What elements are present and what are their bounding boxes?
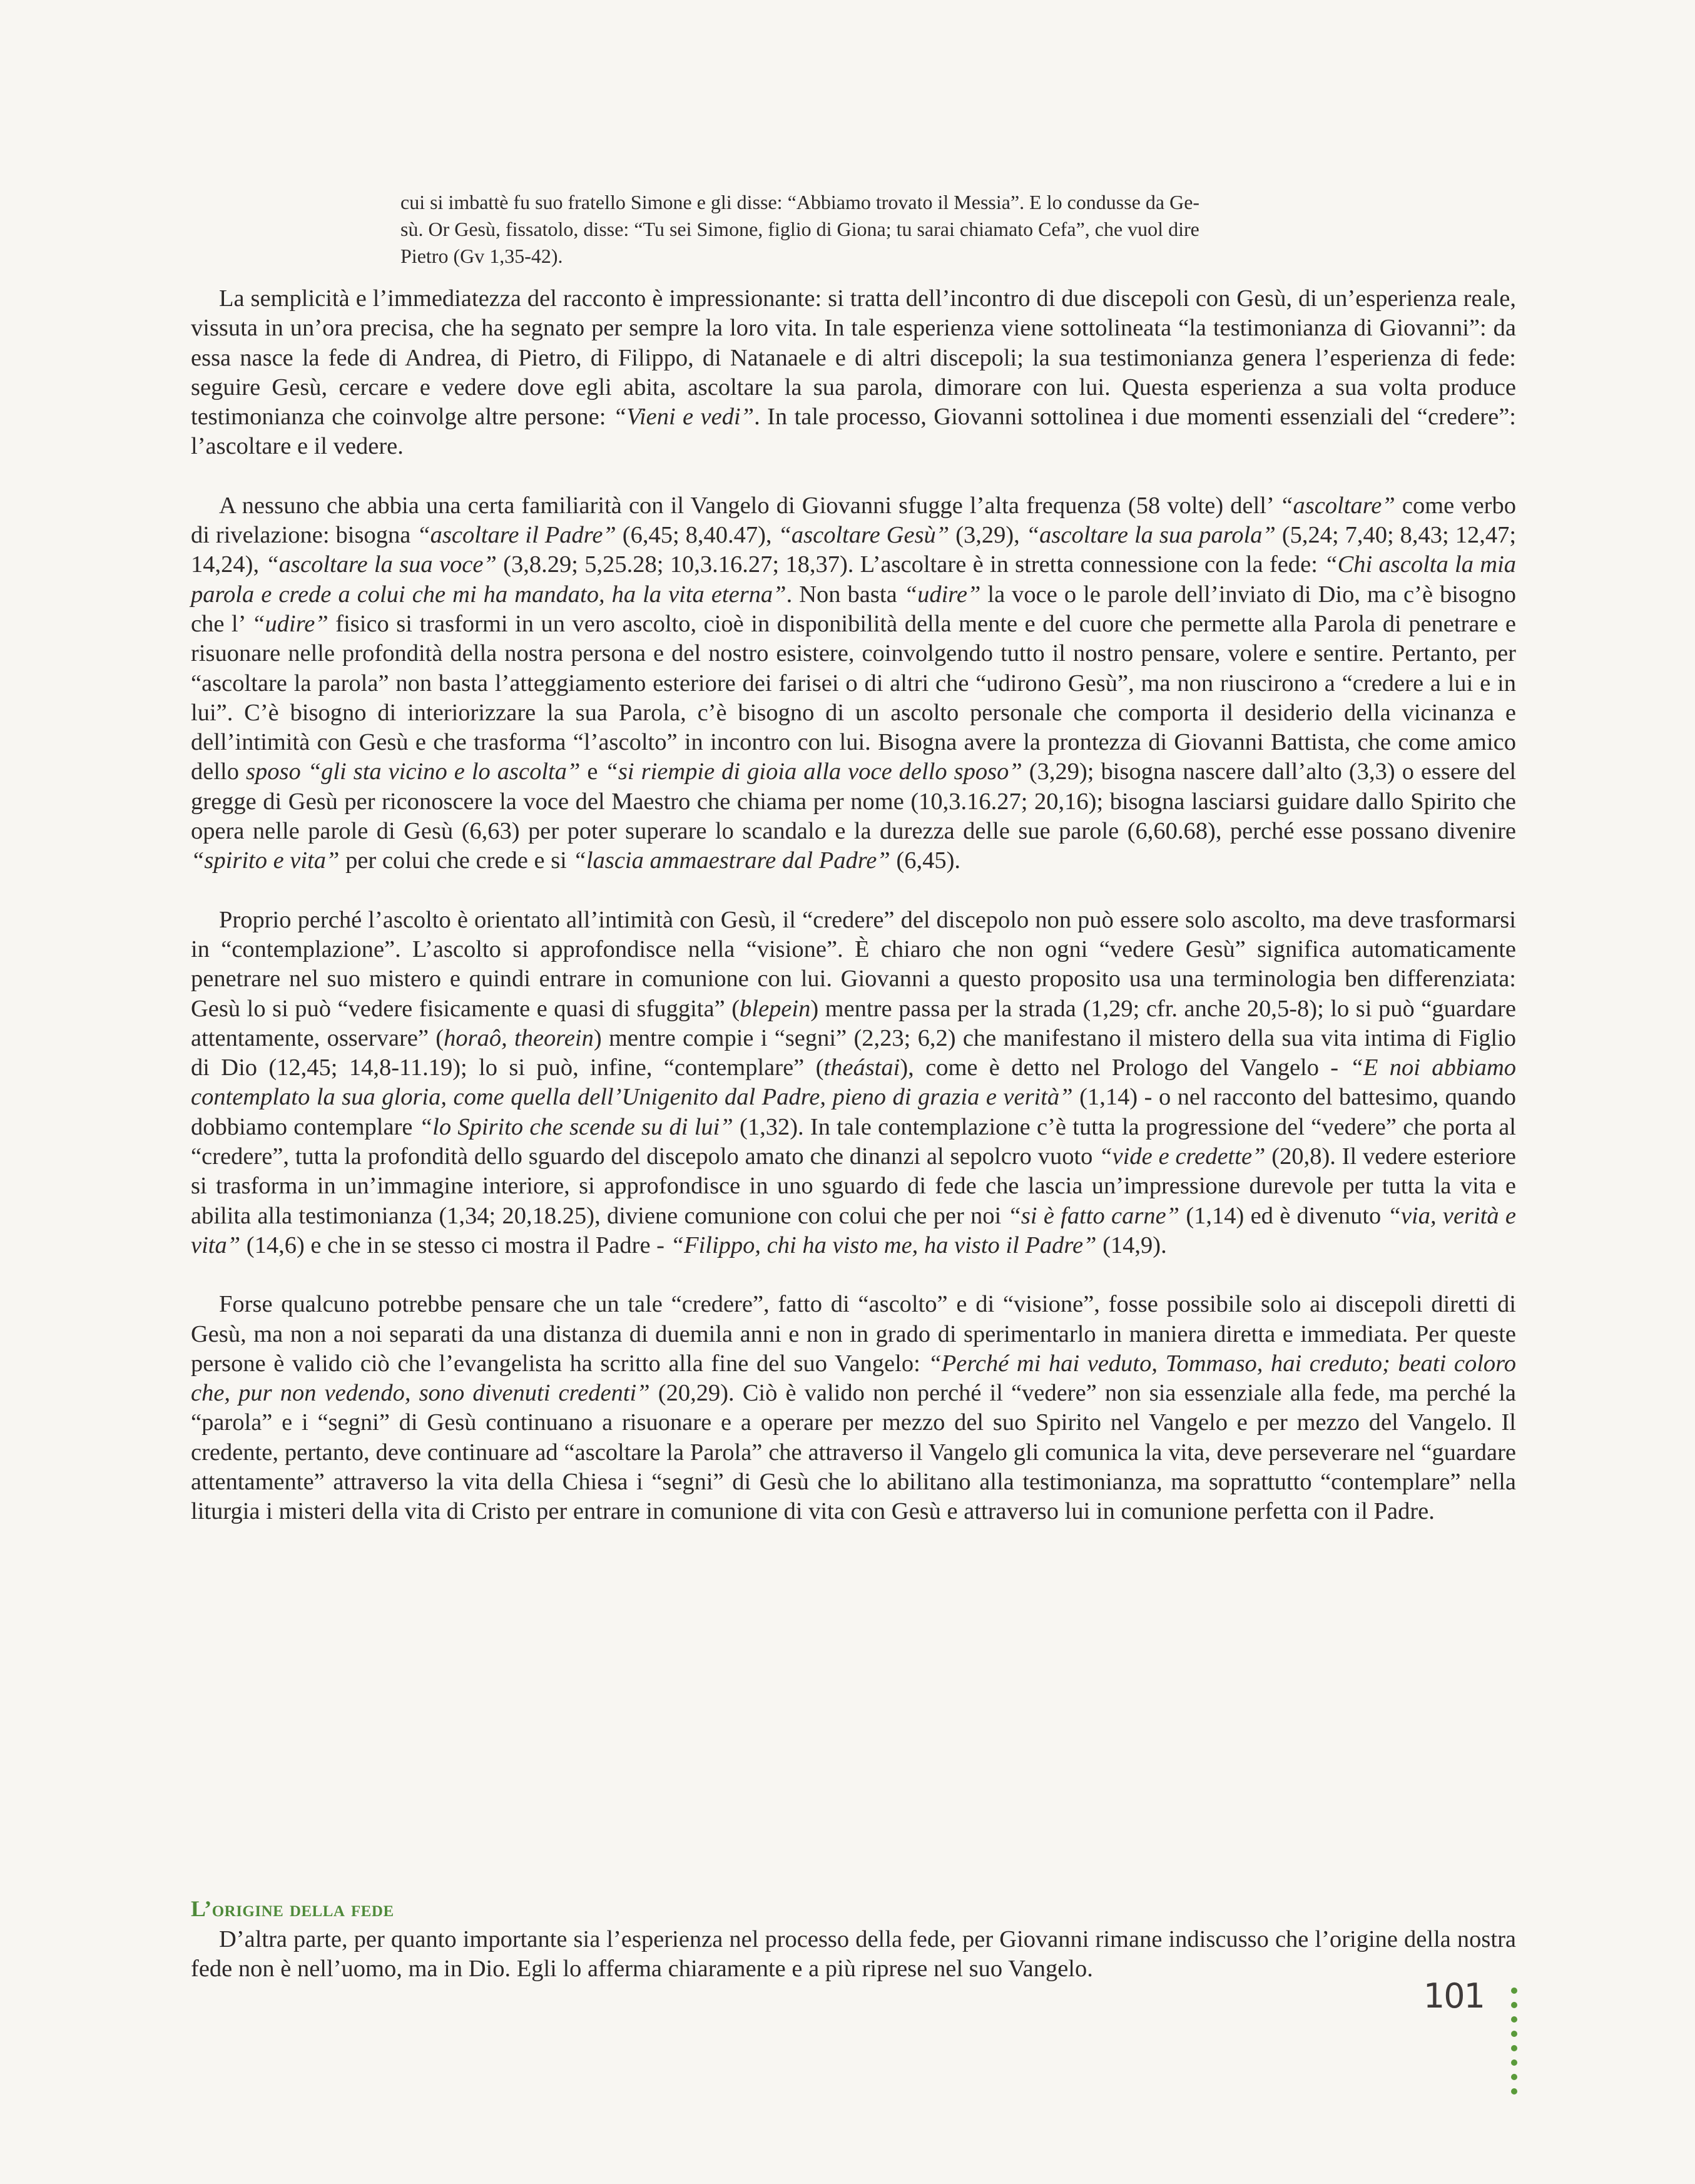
section-paragraph: D’altra parte, per quanto importante sia l’esperienza nel processo della fede, per Giovanni rimane indiscusso che l’origine della nostra fede non è nell’uomo, ma in Dio. Egli lo afferma chiaramente e a più riprese nel suo Vangelo. [191,1926,1516,1982]
p2-t: “gli sta vicino e lo ascolta” [307,758,581,785]
p3-l: “vide e credette” [1099,1143,1266,1170]
p2-d: “ascoltare il Padre” [417,522,616,549]
p3-j: “lo Spirito che scende su di lui” [419,1113,733,1140]
p3-g: ), come è detto nel Prologo del Vangelo - [900,1054,1350,1081]
p2-r: sposo [245,758,301,785]
p2-w: (3,29); bisogna nascere dall’alto (3,3) o essere del gregge di Gesù per riconoscere la voce del Maestro che chiama per nome (10,3.16.27; 20,16); bisogna lasciarsi guidare dallo Spirito che opera nelle parole di Gesù (6,63) per poter superare lo scandalo e la durezza delle sue parole (6,60.68), perché esse possano divenire [191,758,1517,845]
paragraph-4 [191,1290,1516,1526]
p2-l: “Chi ascolta la mia parola e crede a colui che mi ha mandato, ha la vita eterna” [191,551,1517,608]
dot [1511,2002,1517,2008]
p2-s [301,758,308,785]
p1-text-a: La semplicità e l’immediatezza del racconto è impressionante: si tratta dell’incontro di due discepoli con Gesù, di un’esperienza reale, vissuta in un’ora precisa, che ha segnato per sempre la loro vita. In tale esperienza viene sottolineata “la testimonianza di Giovanni”: da essa nasce la fede di Andrea, di Pietro, di Filippo, di Natanaele e di altri discepoli; la sua testimonianza genera l’esperienza di fede: seguire Gesù, cercare e vedere dove egli abita, ascoltare la sua parola, dimorare con lui. Questa esperienza a sua volta produce testimonianza che coinvolge altre persone: [191,285,1516,431]
p3-a: Proprio perché l’ascolto è orientato all’intimità con Gesù, il “credere” del discepolo non può essere solo ascolto, ma deve trasformarsi in “contemplazione”. L’ascolto si approfondisce nella “visione”. È chiaro che non ogni “vedere Gesù” significa automaticamente penetrare nel suo mistero e quindi entrare in comunione con lui. Giovanni a questo proposito usa una terminologia ben differenziata: Gesù lo si può “vedere fisicamente e quasi di sfuggita” ( [191,906,1516,1022]
p2-m: . Non basta [786,581,904,608]
p2-h: “ascoltare la sua parola” [1026,522,1276,549]
quote-line-2: sù. Or Gesù, fissatolo, disse: “Tu sei Simone, figlio di Giona; tu sarai chiamato Cefa”, che vuol dire [400,218,1199,240]
p2-n: “udire” [903,581,981,608]
p2-f: “ascoltare Gesù” [778,522,950,549]
p3-n: “si è fatto carne” [1007,1202,1180,1229]
scripture-quote [400,189,1477,270]
p2-v: “si riempie di gioia alla voce dello sposo” [604,758,1022,785]
p3-p: “via, verità e vita” [191,1202,1516,1258]
p1-text-c: . In tale processo, Giovanni sottolinea i due momenti essenziali del “credere”: l’ascoltare e il vedere. [191,404,1516,460]
p2-q: fisico si trasformi in un vero ascolto, cioè in disponibilità della mente e del cuore che permette alla Parola di penetrare e risuonare nelle profondità della nostra persona e del nostro esistere, coinvolgendo tutto il nostro pensare, volere e sentire. Pertanto, per “ascoltare la parola” non basta l’atteggiamento esteriore dei farisei o di altri che “udirono Gesù”, ma non riuscirono a “credere a lui e in lui”. C’è bisogno di interiorizzare la sua Parola, c’è bisogno di un ascolto personale che comporta il desiderio della vicinanza e dell’intimità con Gesù e che trasforma “l’ascolto” in incontro con lui. Bisogna avere la prontezza di Giovanni Battista, che come amico dello [191,610,1516,785]
p3-i: (1,14) - o nel racconto del battesimo, quando dobbiamo contemplare [191,1084,1516,1140]
p4-c: (20,29). Ciò è valido non perché il “vedere” non sia essenziale alla fede, ma perché la “parola” e i “segni” di Gesù continuano a risuonare e a operare per mezzo del suo Spirito nel Vangelo e per mezzo del Vangelo. Il credente, pertanto, deve continuare ad “ascoltare la Parola” che attraverso il Vangelo gli comunica la vita, deve perseverare nel “guardare attentamente” attraverso la vita della Chiesa i “segni” di Gesù che lo abilitano alla testimonianza, ma soprattutto “contemplare” nella liturgia i misteri della vita di Cristo per entrare in comunione di vita con Gesù e attraverso lui in comunione perfetta con il Padre. [191,1380,1516,1525]
dot [1511,1988,1517,1994]
p4-b: “Perché mi hai veduto, Tommaso, hai creduto; beati coloro che, pur non vedendo, sono divenuti credenti” [191,1350,1516,1407]
p2-j: “ascoltare la sua voce” [265,551,497,578]
dot [1511,2016,1517,2023]
p2-u: e [580,758,605,785]
p3-d: horaô, theorein [444,1024,594,1051]
p1-quote-vieni-e-vedi: “Vieni e vedi” [613,404,755,431]
p3-h: “E noi abbiamo contemplato la sua gloria, come quella dell’Unigenito dal Padre, pieno di grazia e verità” [191,1054,1517,1111]
p2-x: “spirito e vita” [191,847,340,874]
p2-p: “udire” [252,610,328,637]
p3-o: (1,14) ed è divenuto [1179,1202,1388,1229]
p2-y: per colui che crede e si [339,847,573,874]
p3-c: ) mentre passa per la strada (1,29; cfr. anche 20,5-8); lo si può “guardare attentamente, osservare” ( [191,995,1516,1051]
dot [1511,2074,1517,2080]
section-text [191,1925,1516,1984]
page-number: 101 [1423,1976,1484,2016]
p3-r: “Filippo, chi ha visto me, ha visto il Padre” [670,1232,1097,1258]
show-through-ghost [188,175,192,200]
dot [1511,2031,1517,2037]
p3-m: (20,8). Il vedere esteriore si trasforma in un’immagine interiore, si approfondisce in uno sguardo di fede che lascia un’impressione durevole per tutta la vita e abilita alla testimonianza (1,34; 20,18.25), diviene comunione con colui che per noi [191,1143,1516,1229]
dot [1511,2059,1517,2066]
p2-o: la voce o le parole dell’inviato di Dio, ma c’è bisogno che l’ [191,581,1516,637]
p2-g: (3,29), [949,522,1026,549]
dot [1511,2045,1517,2051]
p3-s: (14,9). [1096,1232,1167,1258]
p3-b: blepein [740,995,811,1022]
decorative-dots-icon [1511,1988,1519,2103]
p3-k: (1,32). In tale contemplazione c’è tutta la progressione del “vedere” che porta al “credere”, tutta la profondità dello sguardo del discepolo amato che dinanzi al sepolcro vuoto [191,1113,1516,1170]
p3-q: (14,6) e che in se stesso ci mostra il Padre - [240,1232,671,1258]
p2-zz: (6,45). [890,847,961,874]
p2-e: (6,45; 8,40.47), [616,522,778,549]
p2-z: “lascia ammaestrare dal Padre” [573,847,890,874]
paragraph-2 [191,491,1516,876]
p2-i: (5,24; 7,40; 8,43; 12,47; 14,24), [191,522,1517,578]
body-text [191,284,1516,1527]
p3-f: theástai [823,1054,900,1081]
p3-e: ) mentre compie i “segni” (2,23; 6,2) che manifestano il mistero della sua vita intima di Figlio di Dio (12,45; 14,8-11.19); lo si può, infine, “contemplare” ( [191,1024,1516,1081]
dot [1511,2088,1517,2095]
paragraph-3 [191,906,1516,1261]
p2-a: A nessuno che abbia una certa familiarità con il Vangelo di Giovanni sfugge l’alta frequenza (58 volte) dell’ [219,492,1280,519]
p4-a: Forse qualcuno potrebbe pensare che un tale “credere”, fatto di “ascolto” e di “visione”, fosse possibile solo ai discepoli diretti di Gesù, ma non a noi separati da una distanza di duemila anni e non in grado di sperimentarlo in maniera diretta e immediata. Per queste persone è valido ciò che l’evangelista ha scritto alla fine del suo Vangelo: [191,1291,1516,1377]
p2-k: (3,8.29; 5,25.28; 10,3.16.27; 18,37). L’ascoltare è in stretta connessione con la fede: [496,551,1325,578]
p2-b: “ascoltare” [1280,492,1395,519]
quote-line-3: Pietro (Gv 1,35-42). [400,245,563,267]
quote-line-1: cui si imbattè fu suo fratello Simone e gli disse: “Abbiamo trovato il Messia”. E lo condusse da Ge- [400,191,1200,213]
p2-c: come verbo di rivelazione: bisogna [191,492,1516,549]
paragraph-1 [191,284,1516,462]
section-heading: L’origine della fede [191,1896,394,1921]
